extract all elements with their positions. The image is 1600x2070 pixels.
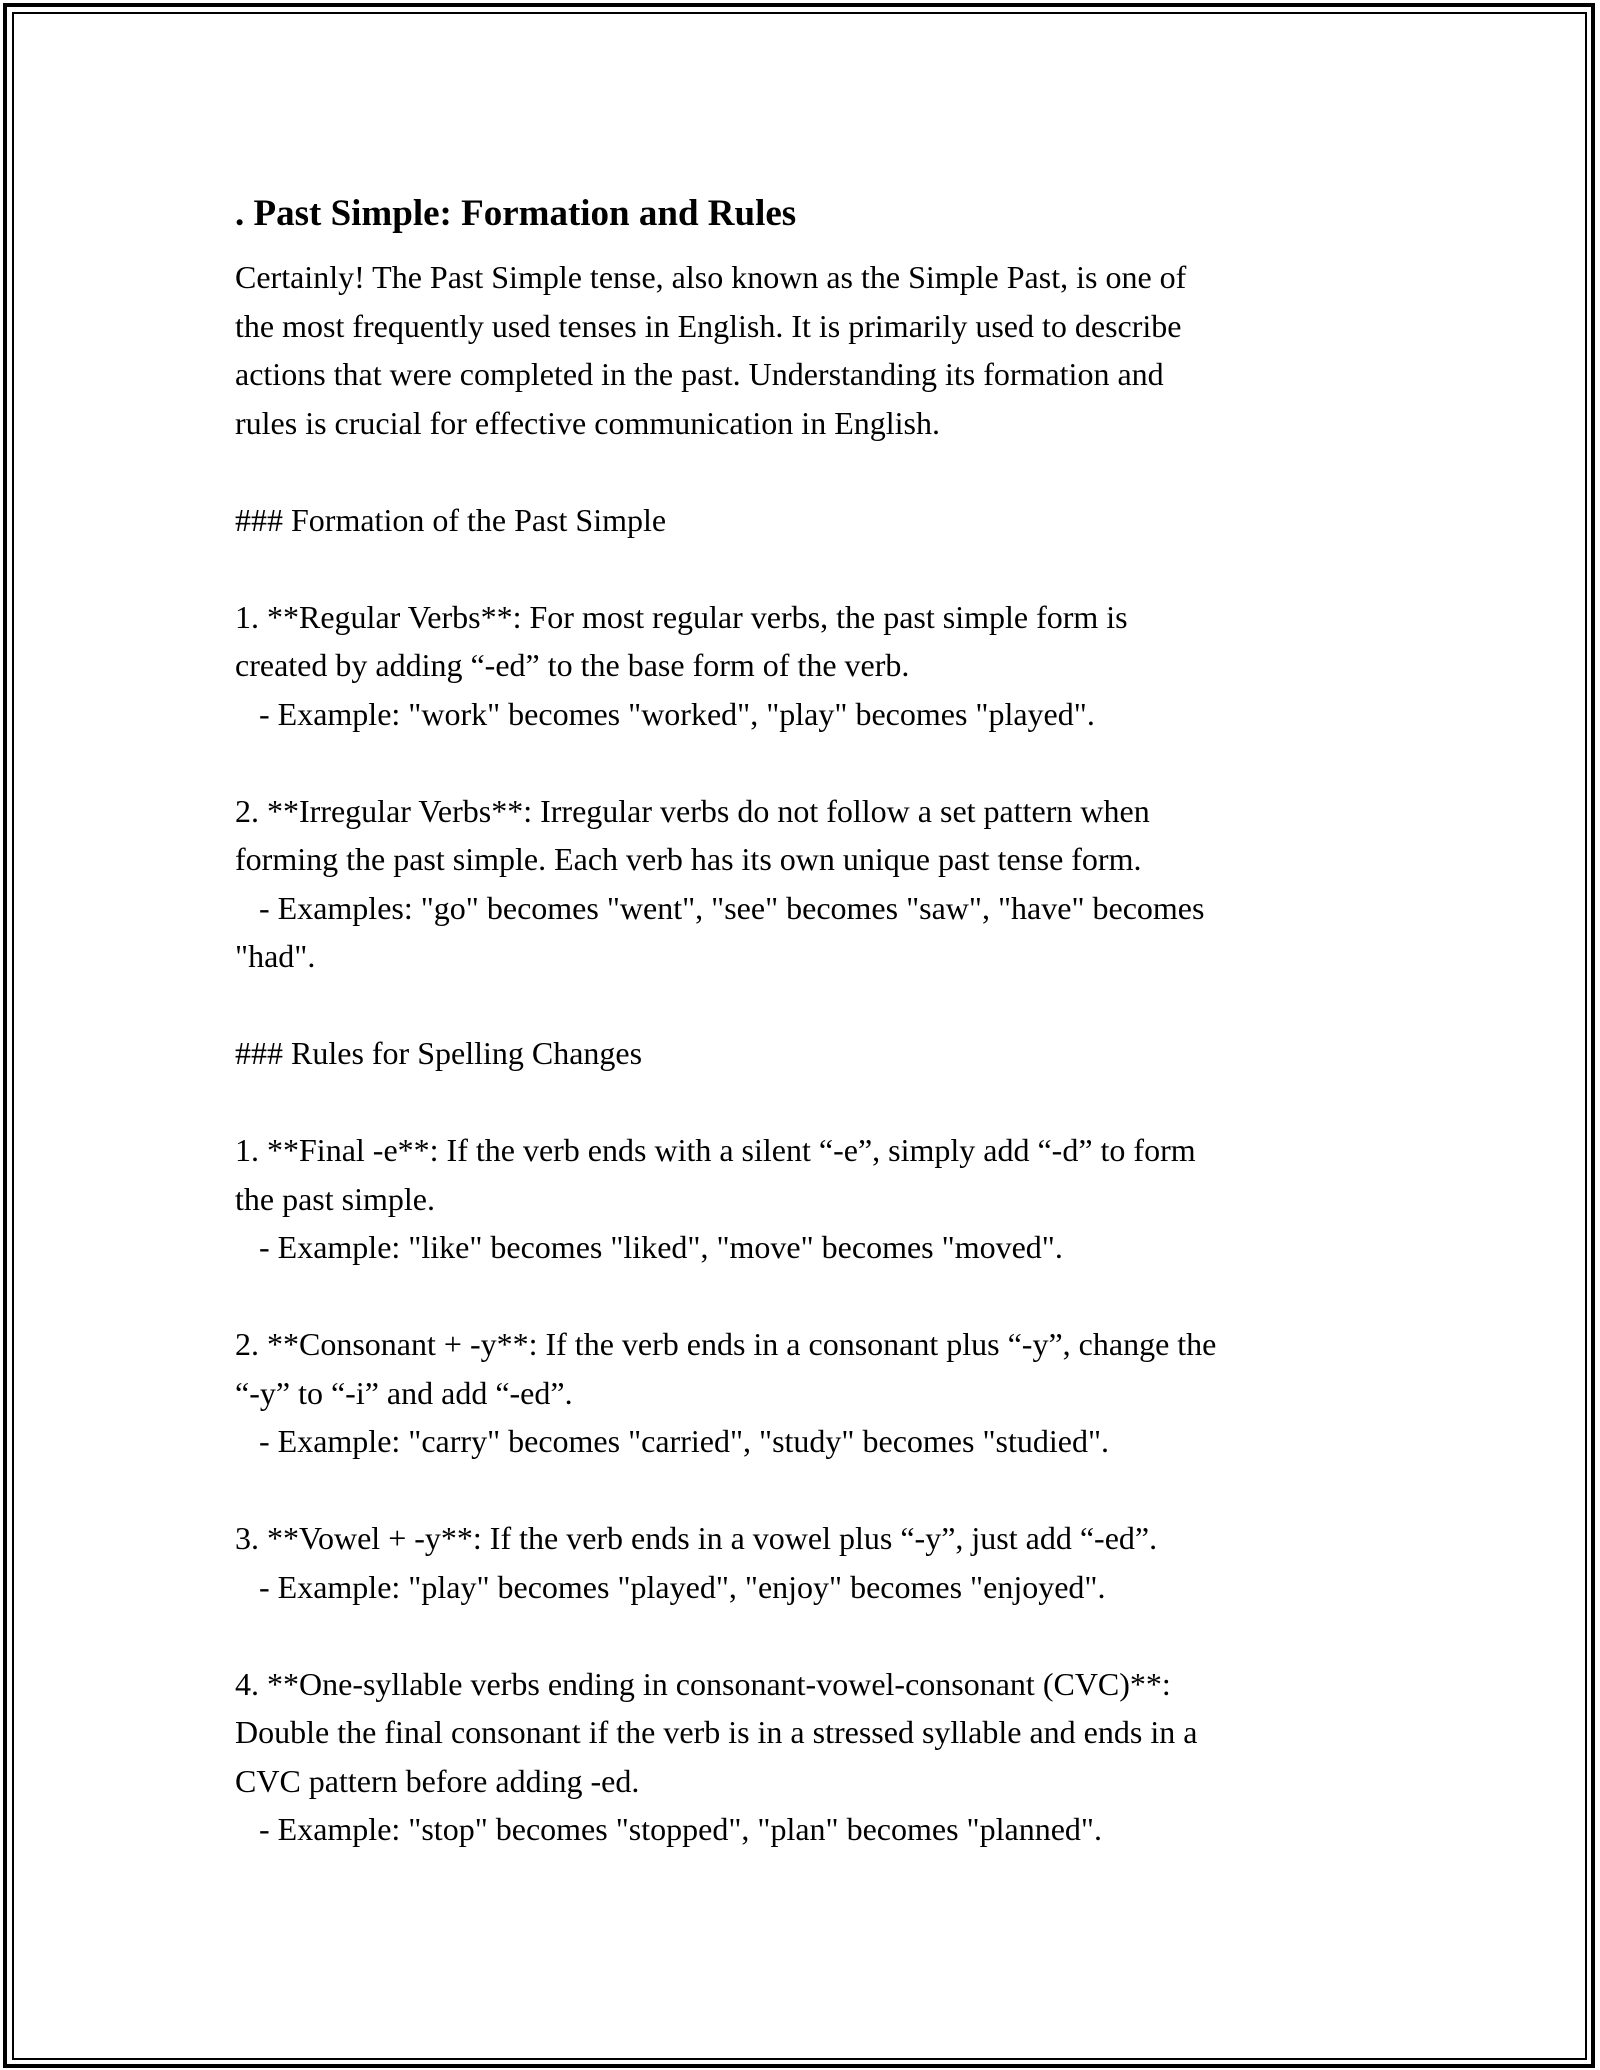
list-item-line: “-y” to “-i” and add “-ed”. xyxy=(235,1374,573,1411)
list-item-example: - Example: "work" becomes "worked", "play" becomes "played". xyxy=(235,695,1095,732)
list-item-example: - Examples: "go" becomes "went", "see" becomes "saw", "have" becomes xyxy=(235,889,1205,926)
list-item-line: Double the final consonant if the verb is in a stressed syllable and ends in a xyxy=(235,1714,1198,1750)
blank-line xyxy=(235,738,1375,787)
list-item-line: 1. **Final -e**: If the verb ends with a silent “-e”, simply add “-d” to form xyxy=(235,1132,1196,1168)
document-title: . Past Simple: Formation and Rules xyxy=(235,193,797,234)
blank-line xyxy=(235,1272,1375,1321)
list-item-example: - Example: "like" becomes "liked", "move" becomes "moved". xyxy=(235,1229,1063,1265)
list-item-regular-verbs xyxy=(235,593,1375,739)
section-heading-spelling xyxy=(235,1029,1375,1078)
list-item-vowel-y xyxy=(235,1514,1375,1611)
section-heading: ### Rules for Spelling Changes xyxy=(235,1035,643,1071)
intro-line: actions that were completed in the past. Understanding its formation and xyxy=(235,356,1164,392)
list-item-example: "had". xyxy=(235,938,316,974)
list-item-line: created by adding “-ed” to the base form of the verb. xyxy=(235,647,910,683)
blank-line xyxy=(235,1611,1375,1660)
intro-paragraph xyxy=(235,253,1375,447)
list-item-example: - Example: "stop" becomes "stopped", "plan" becomes "planned". xyxy=(235,1811,1102,1847)
list-item-line: 4. **One-syllable verbs ending in consonant-vowel-consonant (CVC)**: xyxy=(235,1665,1171,1702)
list-item-line: forming the past simple. Each verb has its own unique past tense form. xyxy=(235,841,1142,877)
section-heading: ### Formation of the Past Simple xyxy=(235,501,667,538)
list-item-line: 3. **Vowel + -y**: If the verb ends in a vowel plus “-y”, just add “-ed”. xyxy=(235,1520,1158,1556)
document-body xyxy=(235,180,1375,1854)
list-item-line: 2. **Irregular Verbs**: Irregular verbs do not follow a set pattern when xyxy=(235,792,1150,829)
list-item-line: CVC pattern before adding -ed. xyxy=(235,1762,640,1799)
list-item-line: the past simple. xyxy=(235,1180,435,1217)
blank-line xyxy=(235,544,1375,593)
intro-line: Certainly! The Past Simple tense, also known as the Simple Past, is one of xyxy=(235,259,1187,295)
section-heading-formation xyxy=(235,496,1375,545)
blank-line xyxy=(235,1466,1375,1515)
list-item-example: - Example: "play" becomes "played", "enjoy" becomes "enjoyed". xyxy=(235,1568,1106,1605)
blank-line xyxy=(235,1078,1375,1127)
list-item-cvc xyxy=(235,1660,1375,1854)
intro-line: rules is crucial for effective communication in English. xyxy=(235,404,940,441)
list-item-example: - Example: "carry" becomes "carried", "study" becomes "studied". xyxy=(235,1423,1109,1459)
list-item-final-e xyxy=(235,1126,1375,1272)
list-item-line: 1. **Regular Verbs**: For most regular verbs, the past simple form is xyxy=(235,598,1128,635)
intro-line: the most frequently used tenses in English. It is primarily used to describe xyxy=(235,307,1182,344)
blank-line xyxy=(235,447,1375,496)
list-item-irregular-verbs xyxy=(235,787,1375,981)
list-item-line: 2. **Consonant + -y**: If the verb ends in a consonant plus “-y”, change the xyxy=(235,1326,1217,1362)
list-item-consonant-y xyxy=(235,1320,1375,1466)
blank-line xyxy=(235,981,1375,1030)
